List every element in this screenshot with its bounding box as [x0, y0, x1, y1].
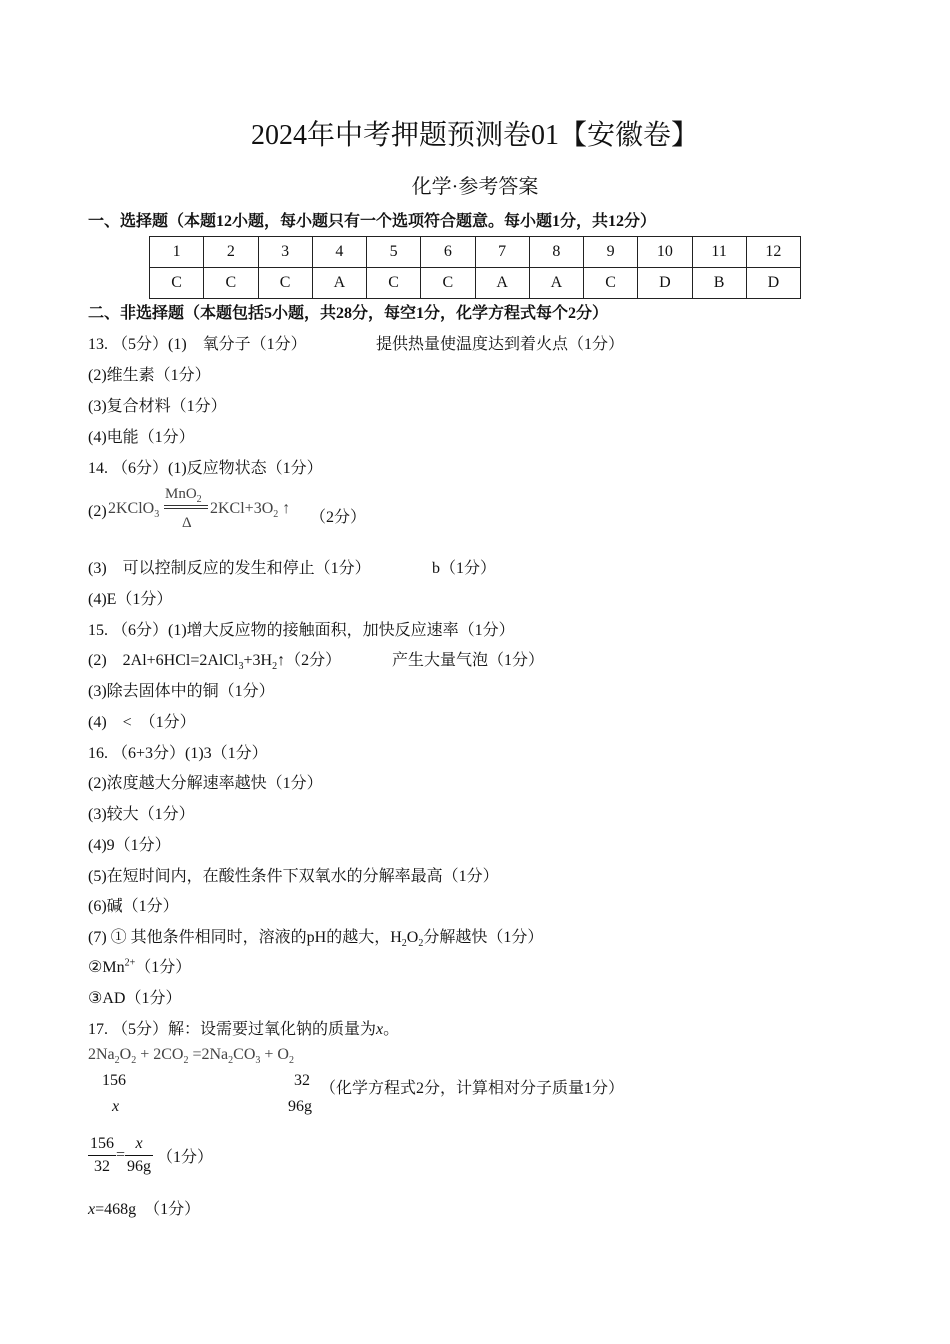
q17-var2: 96g	[288, 1098, 312, 1115]
q15-line3: (3)除去固体中的铜（1分）	[88, 683, 275, 700]
table-cell: 4	[312, 237, 366, 268]
q16-line9: ③AD（1分）	[88, 990, 182, 1007]
q13-line4: (4)电能（1分）	[88, 429, 195, 446]
q17-mass1: 156	[102, 1072, 126, 1089]
section1-heading: 一、选择题（本题12小题，每小题只有一个选项符合题意。每小题1分，共12分）	[88, 213, 657, 230]
q17-mass2: 32	[294, 1072, 310, 1089]
q15-line2: (2) $2Al+6HCl=2AlCl_3+3H_2↑(2$分）	[88, 652, 342, 673]
fraction-right: $\frac{x}{96g}$	[127, 1135, 152, 1175]
table-cell: 5	[367, 237, 421, 268]
q13-line1: 13. （5分）(1) 氧分子（1分）	[88, 336, 307, 353]
table-cell: 1	[150, 237, 204, 268]
answer-table-answer-row	[150, 268, 801, 299]
q16-line4: (4)9（1分）	[88, 837, 171, 854]
q13-line1-part2: 提供热量使温度达到着火点（1分）	[376, 336, 625, 353]
q14-line1: 14. （6分）(1)反应物状态（1分）	[88, 460, 323, 477]
q17-line1: 17. （5分）解：设需要过氧化钠的质量为x。	[88, 1021, 400, 1038]
q14-line3: (3) 可以控制反应的发生和停止（1分）	[88, 560, 371, 577]
q14-condition: Δ	[182, 515, 192, 531]
page-title: 2024年中考押题预测卷01【安徽卷】	[250, 120, 699, 151]
q14-line2-prefix: (2)	[88, 503, 107, 520]
table-cell: C	[204, 268, 258, 299]
section2-heading: 二、非选择题（本题包括5小题，共28分，每空1分，化学方程式每个2分）	[88, 305, 609, 322]
q14-equation-left: 2KClO$_3$	[108, 500, 160, 521]
table-cell: B	[692, 268, 746, 299]
table-cell: C	[367, 268, 421, 299]
table-cell: C	[584, 268, 638, 299]
page-subtitle: 化学·参考答案	[411, 176, 539, 198]
table-cell: C	[258, 268, 312, 299]
table-cell: 6	[421, 237, 475, 268]
table-cell: D	[638, 268, 692, 299]
q16-line8: $②Mn^{2+}(1$分）	[88, 957, 192, 976]
q16-line1: 16. （6+3分）(1)3（1分）	[88, 745, 268, 762]
q16-line5: (5)在短时间内，在酸性条件下双氧水的分解率最高（1分）	[88, 868, 499, 885]
q14-line3-part2: b（1分）	[432, 560, 497, 577]
q15-line4: (4) < （1分）	[88, 714, 196, 731]
q14-line2-score: （2分）	[310, 509, 367, 526]
table-cell: C	[421, 268, 475, 299]
q14-line4: (4)E（1分）	[88, 591, 173, 608]
q17-result: x=468g （1分）	[88, 1201, 201, 1218]
q15-line1: 15. （6分）(1)增大反应物的接触面积，加快反应速率（1分）	[88, 622, 515, 639]
q16-line3: (3)较大（1分）	[88, 806, 195, 823]
table-cell: D	[746, 268, 800, 299]
answer-table	[149, 236, 801, 299]
fraction-left: $\frac{156}{32}$	[90, 1135, 114, 1175]
q16-line2: (2)浓度越大分解速率越快（1分）	[88, 775, 323, 792]
q14-catalyst: MnO$_2$	[165, 486, 202, 505]
q13-line3: (3)复合材料（1分）	[88, 398, 227, 415]
table-cell: A	[312, 268, 366, 299]
q13-line2: (2)维生素（1分）	[88, 367, 211, 384]
table-cell: 8	[529, 237, 583, 268]
q17-note: （化学方程式2分，计算相对分子质量1分）	[320, 1080, 625, 1097]
q17-proportion: $\frac{156}{32}$ = $\frac{x}{96g}$ （1分）	[88, 1133, 213, 1178]
table-cell: 12	[746, 237, 800, 268]
table-cell: C	[150, 268, 204, 299]
table-cell: A	[475, 268, 529, 299]
table-cell: A	[529, 268, 583, 299]
table-cell: 2	[204, 237, 258, 268]
table-cell: 10	[638, 237, 692, 268]
q15-line2-part2: 产生大量气泡（1分）	[392, 652, 545, 669]
q16-line6: (6)碱（1分）	[88, 898, 179, 915]
q16-line7: (7) ① 其他条件相同时，溶液的pH的越大，$H_2O_2$分解越快（1分）	[88, 929, 544, 950]
table-cell: 11	[692, 237, 746, 268]
table-cell: 3	[258, 237, 312, 268]
table-cell: 7	[475, 237, 529, 268]
reaction-double-line	[164, 505, 208, 509]
answer-table-number-row	[150, 237, 801, 268]
q14-equation-right: $2KCl+3O_2$ ↑	[210, 500, 291, 521]
q17-equation: $2Na_2O_2 + 2CO_2 =2Na_2CO_3 + O_2$	[88, 1046, 294, 1067]
table-cell: 9	[584, 237, 638, 268]
q17-var1: x	[112, 1098, 120, 1115]
